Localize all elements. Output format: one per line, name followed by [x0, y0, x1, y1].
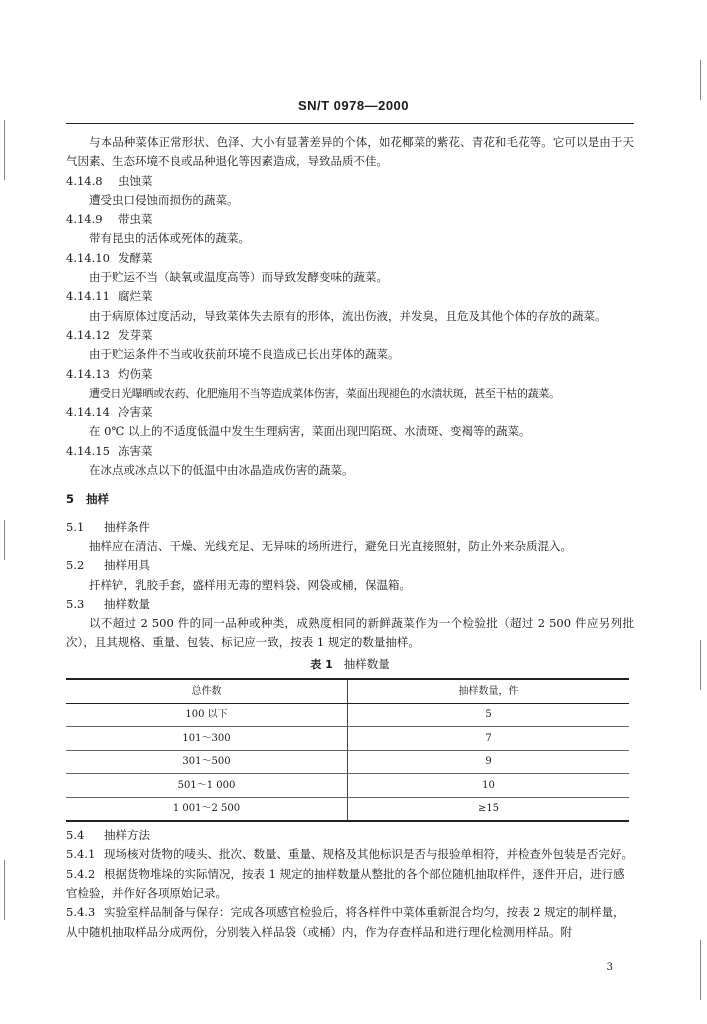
subsection-text: 以不超过 2 500 件的同一品种或种类，成熟度相同的新鲜蔬菜作为一个检验批（超过 2 500 件应另列批次），且其规格、重量、包装、标记应一致，按表 1 规定的数量抽样。	[66, 616, 634, 650]
section-title: 抽样	[86, 492, 109, 507]
clause-text: 由于贮运条件不当或收获前环境不良造成已长出芽体的蔬菜。	[89, 347, 400, 362]
item-number: 5.4.2	[66, 866, 96, 881]
definition-4-14-11	[66, 287, 634, 326]
cell-total: 301～500	[66, 750, 348, 774]
cell-sample: 5	[348, 703, 630, 727]
section-number: 5	[66, 492, 75, 507]
item-text: 实验室样品制备与保存：完成各项感官检验后，将各样件中菜体重新混合均匀，按表 2 规定的制样量，从中随机抽取样品分成两份，分别装入样品袋（或桶）内，作为存查样品和进行理化检测用样品。附	[66, 905, 625, 939]
clause-term: 冷害菜	[118, 405, 153, 420]
clause-number: 4.14.12	[66, 327, 110, 342]
item-5-4-2	[66, 865, 634, 904]
clause-text: 遭受虫口侵蚀而损伤的蔬菜。	[89, 192, 239, 207]
clause-number: 4.14.9	[66, 212, 103, 227]
definition-4-14-15	[66, 442, 634, 481]
table-label: 表 1	[310, 657, 333, 671]
subsection-number: 5.4	[66, 828, 85, 843]
cell-sample: 7	[348, 727, 630, 751]
item-5-4-3	[66, 903, 634, 942]
table-title: 抽样数量	[343, 656, 390, 671]
subsection-5-3	[66, 595, 634, 653]
subsection-title: 抽样条件	[104, 519, 150, 534]
subsection-title: 抽样用具	[104, 558, 150, 573]
clause-number: 4.14.15	[66, 443, 110, 458]
subsection-number: 5.3	[66, 596, 85, 611]
cell-sample: ≥15	[348, 797, 630, 821]
clause-term: 发酵菜	[118, 250, 153, 265]
document-body	[66, 133, 634, 942]
item-number: 5.4.1	[66, 847, 96, 862]
sampling-quantity-table	[66, 678, 629, 822]
clause-number: 4.14.13	[66, 366, 110, 381]
intro-paragraph: 与本品种菜体正常形状、色泽、大小有显著差异的个体，如花椰菜的紫花、青花和毛花等。它可以是由于天气因素、生态环境不良或品种退化等因素造成，导致品质不佳。	[66, 135, 634, 169]
item-text: 现场核对货物的唛头、批次、数量、重量、规格及其他标识是否与报验单相符，并检查外包装是否完好。	[104, 847, 633, 862]
clause-term: 腐烂菜	[118, 289, 153, 304]
cell-total: 501～1 000	[66, 774, 348, 798]
subsection-5-4	[66, 826, 634, 942]
clause-text: 遭受日光曝晒或农药、化肥施用不当等造成菜体伤害，菜面出现褪色的水渍状斑，甚至干枯的蔬菜。	[89, 386, 560, 400]
definition-4-14-13	[66, 365, 634, 404]
cell-total: 100 以下	[66, 703, 348, 727]
table-row	[66, 797, 629, 821]
header-rule	[66, 123, 634, 124]
definition-4-14-10	[66, 249, 634, 288]
clause-text: 由于贮运不当（缺氧或温度高等）而导致发酵变味的蔬菜。	[89, 270, 388, 285]
clause-term: 发芽菜	[118, 327, 153, 342]
subsection-number: 5.1	[66, 519, 85, 534]
column-header-sample: 抽样数量，件	[348, 679, 630, 703]
table-1-caption	[66, 655, 634, 674]
clause-text: 在 0℃ 以上的不适度低温中发生生理病害，菜面出现凹陷斑、水渍斑、变褐等的蔬菜。	[89, 424, 531, 439]
clause-number: 4.14.11	[66, 289, 110, 304]
standard-code-header: SN/T 0978—2000	[297, 98, 410, 113]
table-row	[66, 727, 629, 751]
clause-term: 虫蚀菜	[118, 173, 153, 188]
clause-term: 带虫菜	[118, 212, 153, 227]
section-5-heading	[66, 490, 634, 509]
subsection-number: 5.2	[66, 558, 85, 573]
clause-number: 4.14.8	[66, 173, 103, 188]
definition-4-14-14	[66, 403, 634, 442]
item-number: 5.4.3	[66, 905, 96, 920]
definition-4-14-8	[66, 172, 634, 211]
clause-number: 4.14.10	[66, 250, 110, 265]
table-row	[66, 703, 629, 727]
subsection-title: 抽样方法	[104, 828, 150, 843]
definition-4-14-9	[66, 210, 634, 249]
page-number: 3	[606, 962, 613, 973]
item-5-4-1	[66, 845, 634, 864]
cell-total: 101～300	[66, 727, 348, 751]
clause-text: 在冰点或冰点以下的低温中由冰晶造成伤害的蔬菜。	[89, 463, 354, 478]
subsection-text: 抽样应在清洁、干燥、光线充足、无异味的场所进行，避免日光直接照射，防止外来杂质混入。	[89, 538, 572, 553]
table-row	[66, 774, 629, 798]
item-text: 根据货物堆垛的实际情况，按表 1 规定的抽样数量从整批的各个部位随机抽取样件，逐件开启，进行感官检验，并作好各项原始记录。	[66, 866, 625, 900]
cell-sample: 9	[348, 750, 630, 774]
subsection-text: 扦样铲，乳胶手套，盛样用无毒的塑料袋、网袋或桶，保温箱。	[89, 577, 411, 592]
subsection-title: 抽样数量	[104, 596, 150, 611]
clause-term: 冻害菜	[118, 443, 153, 458]
definition-4-14-12	[66, 326, 634, 365]
cell-sample: 10	[348, 774, 630, 798]
clause-number: 4.14.14	[66, 405, 110, 420]
table-header-row	[66, 679, 629, 703]
clause-text: 由于病原体过度活动，导致菜体失去原有的形体，流出伤液，并发臭，且危及其他个体的存放的蔬菜。	[89, 308, 607, 323]
subsection-5-2	[66, 556, 634, 595]
column-header-total: 总件数	[66, 679, 348, 703]
clause-term: 灼伤菜	[118, 366, 153, 381]
table-row	[66, 750, 629, 774]
cell-total: 1 001～2 500	[66, 797, 348, 821]
subsection-5-1	[66, 518, 634, 557]
clause-text: 带有昆虫的活体或死体的蔬菜。	[89, 231, 250, 246]
